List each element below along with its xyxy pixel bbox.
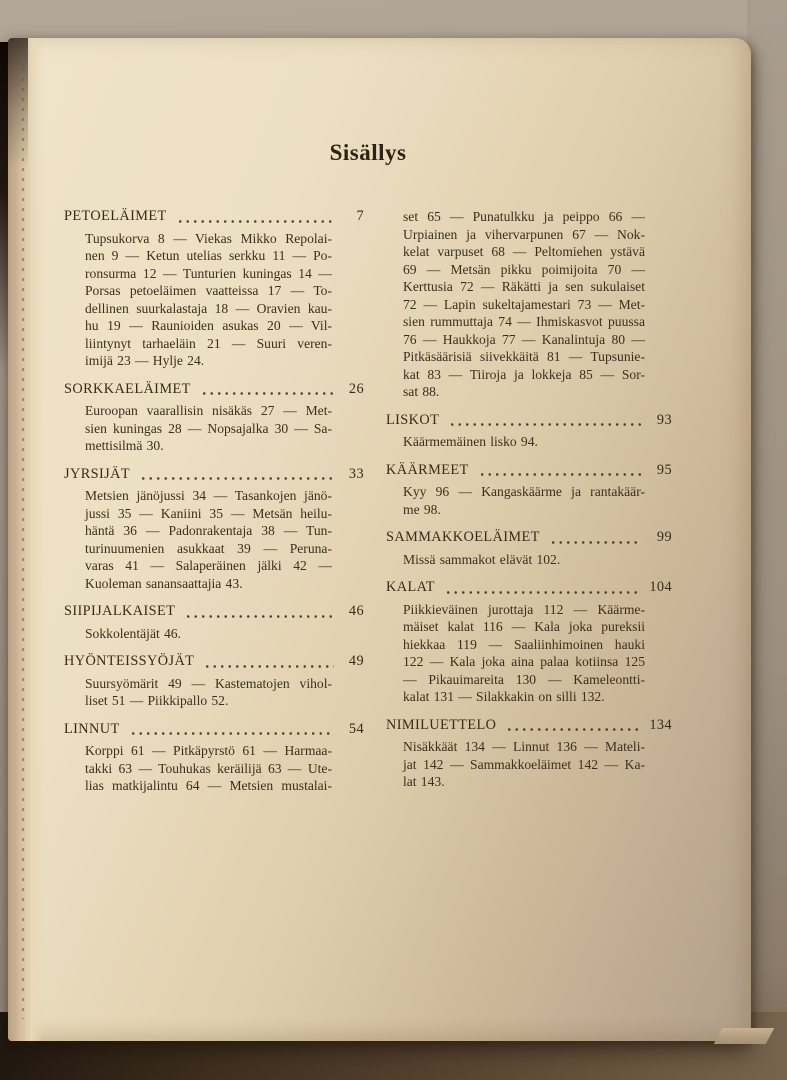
toc-heading-label: JYRSIJÄT (64, 465, 130, 482)
toc-line: lat 143. (403, 774, 445, 789)
toc-line: Piikkieväinen jurottaja 112 — Käärme- (403, 601, 645, 617)
dots-leader (206, 653, 334, 671)
toc-heading-row (386, 717, 672, 735)
toc-line: lias matkijalintu 64 — Metsien mustalai- (85, 778, 332, 793)
toc-page-number: 7 (356, 208, 364, 224)
toc-line: Euroopan vaarallisin nisäkäs 27 — Met- (85, 403, 332, 418)
toc-page-number: 46 (348, 603, 364, 619)
toc-page-number: 54 (348, 720, 364, 737)
toc-line: Suursyömärit 49 — Kastematojen vihol- (85, 675, 332, 691)
toc-content (64, 138, 672, 795)
toc-line: Kuoleman sanansaattajia 43. (85, 575, 243, 591)
dots-leader (481, 462, 642, 480)
toc-line: set 65 — Punatulkku ja peippo 66 — (403, 209, 645, 224)
toc-line: nen 9 — Ketun utelias serkku 11 — Po- (85, 248, 332, 263)
toc-line: ronsurma 12 — Tunturien kuningas 14 — (85, 265, 332, 281)
toc-section (64, 208, 364, 370)
toc-line: Kyy 96 — Kangaskäärme ja rantakäär- (403, 484, 645, 499)
toc-section-body (85, 230, 332, 370)
toc-heading-row (386, 462, 672, 480)
toc-line: kalat 131 — Silakkakin on silli 132. (403, 689, 605, 704)
toc-line: 72 — Lapin sukeltajamestari 73 — Met- (403, 296, 645, 312)
toc-heading-label: SAMMAKKOELÄIMET (386, 529, 540, 545)
toc-line: mäiset kalat 116 — Kala joka pureksii (403, 619, 645, 634)
toc-page-number: 93 (656, 411, 672, 428)
toc-heading-label: NIMILUETTELO (386, 716, 497, 733)
toc-line: hu 19 — Raunioiden asukas 20 — Vil- (85, 318, 332, 333)
toc-line: sien rummuttaja 74 — Ihmiskasvot puussa (403, 314, 645, 329)
toc-section-body (403, 208, 645, 401)
toc-section-body (85, 402, 332, 455)
toc-section (386, 717, 672, 791)
toc-section-body (403, 601, 645, 706)
toc-heading-label: LINNUT (64, 720, 120, 737)
toc-heading-label: HYÖNTEISSYÖJÄT (64, 653, 195, 669)
toc-section (64, 653, 364, 710)
toc-line: jat 142 — Sammakkoeläimet 142 — Ka- (403, 756, 645, 772)
toc-section (386, 529, 672, 568)
dots-leader (447, 579, 642, 597)
toc-heading-label: SIIPIJALKAISET (64, 603, 176, 619)
toc-heading-label: LISKOT (386, 411, 440, 428)
toc-line: jussi 35 — Kaniini 35 — Metsän heilu- (85, 505, 332, 521)
toc-line: 76 — Haukkoja 77 — Kanalintuja 80 — (403, 331, 645, 347)
toc-line: sat 88. (403, 384, 440, 399)
toc-section-body (85, 487, 332, 592)
toc-section-body (403, 483, 645, 518)
toc-page-number: 26 (348, 380, 364, 397)
toc-section-body (403, 738, 645, 791)
dots-leader (132, 721, 334, 739)
dots-leader (552, 529, 642, 547)
toc-section-body (85, 625, 332, 643)
toc-line: Porsas petoeläimen vaatteissa 17 — To- (85, 283, 332, 298)
toc-page-number: 134 (649, 716, 672, 733)
book-page (8, 38, 751, 1041)
toc-heading-label: KALAT (386, 579, 435, 595)
toc-line: mettisilmä 30. (85, 438, 164, 453)
toc-columns (64, 208, 672, 795)
toc-heading-row (64, 208, 364, 226)
toc-section (386, 412, 672, 451)
toc-line: Kerttusia 72 — Räkätti ja sen sukulaiset (403, 279, 645, 294)
toc-section-body (85, 742, 332, 795)
toc-section-body (403, 433, 645, 451)
dots-leader (508, 717, 642, 735)
toc-line: hiekkaa 119 — Saaliinhimoinen hauki (403, 636, 645, 652)
toc-heading-row (64, 381, 364, 399)
dots-leader (142, 466, 334, 484)
toc-line: Missä sammakot elävät 102. (403, 551, 561, 567)
toc-page-number: 33 (348, 465, 364, 482)
toc-section-body (403, 551, 645, 569)
toc-line: Metsien jänöjussi 34 — Tasankojen jänö- (85, 488, 332, 503)
dots-leader (203, 381, 334, 399)
toc-line: Korppi 61 — Pitkäpyrstö 61 — Harmaa- (85, 743, 332, 758)
toc-heading-label: PETOELÄIMET (64, 208, 167, 224)
toc-section-body (85, 675, 332, 710)
dots-leader (179, 208, 334, 226)
toc-line: imijä 23 — Hylje 24. (85, 353, 205, 368)
toc-line: turinuumenien asukkaat 39 — Peruna- (85, 540, 332, 556)
toc-heading-row (64, 653, 364, 671)
toc-line: sien kuningas 28 — Nopsajalka 30 — Sa- (85, 420, 332, 436)
toc-line: kat 83 — Tiiroja ja lokkeja 85 — Sor- (403, 366, 645, 382)
page-gutter (8, 38, 44, 1041)
toc-line: Pitkäsäärisiä siivekkäitä 81 — Tupsunie- (403, 349, 645, 364)
toc-section (64, 466, 364, 593)
toc-heading-row (64, 466, 364, 484)
toc-page-number: 49 (348, 653, 364, 669)
toc-page-number: 104 (649, 579, 672, 595)
toc-section (64, 381, 364, 455)
toc-heading-row (386, 529, 672, 547)
toc-section (386, 579, 672, 706)
toc-line: 122 — Kala joka aina palaa kotiinsa 125 (403, 654, 645, 669)
toc-line: 69 — Metsän pikku poimijoita 70 — (403, 261, 645, 277)
toc-line: Nisäkkäät 134 — Linnut 136 — Mateli- (403, 739, 645, 754)
toc-section (64, 603, 364, 642)
toc-line: — Pikauimareita 130 — Kameleontti- (403, 671, 645, 687)
toc-section (64, 721, 364, 795)
binding-stitches (22, 68, 24, 1019)
toc-line: Sokkolentäjät 46. (85, 625, 181, 641)
dots-leader (187, 603, 334, 621)
toc-line: me 98. (403, 501, 441, 517)
toc-heading-label: KÄÄRMEET (386, 461, 469, 478)
page-title: Sisällys (329, 140, 407, 165)
toc-line: Urpiainen ja vihervarpunen 67 — Nok- (403, 226, 645, 242)
toc-line: liintynyt tarhaeläin 21 — Suuri veren- (85, 335, 332, 351)
toc-line: Käärmemäinen lisko 94. (403, 434, 538, 449)
toc-page-number: 99 (656, 529, 672, 545)
toc-heading-row (386, 412, 672, 430)
toc-line: kelat varpuset 68 — Peltomiehen ystävä (403, 244, 645, 259)
toc-heading-row (64, 603, 364, 621)
toc-page-number: 95 (656, 461, 672, 478)
toc-heading-row (64, 721, 364, 739)
toc-line: Tupsukorva 8 — Viekas Mikko Repolai- (85, 230, 332, 246)
toc-column-left (64, 208, 364, 795)
toc-heading-row (386, 579, 672, 597)
toc-line: häntä 36 — Padonrakentaja 38 — Tun- (85, 523, 332, 538)
toc-section (386, 462, 672, 519)
toc-heading-label: SORKKAELÄIMET (64, 380, 191, 397)
dots-leader (451, 412, 642, 430)
underlying-pages-edge (714, 1028, 775, 1044)
toc-column-right (386, 208, 672, 795)
toc-line: varas 41 — Salaperäinen jälki 42 — (85, 558, 332, 573)
toc-line: liset 51 — Piikkipallo 52. (85, 693, 229, 708)
backdrop-right-strip (747, 0, 787, 1080)
toc-section (386, 208, 672, 401)
gutter-fold-shadow (8, 38, 28, 168)
toc-line: dellinen suurkalastaja 18 — Oravien kau- (85, 300, 332, 316)
toc-line: takki 63 — Touhukas keräilijä 63 — Ute- (85, 760, 332, 776)
